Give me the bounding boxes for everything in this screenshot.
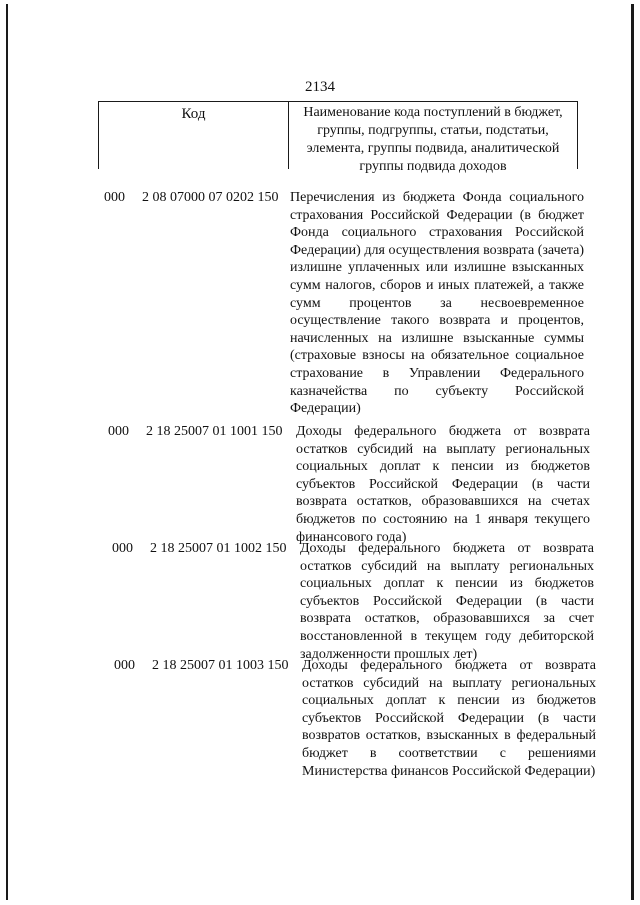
revenue-code: 2 18 25007 01 1003 150 [152, 658, 289, 673]
revenue-description: Доходы федерального бюджета от возврата остатков субсидий на выплату региональных социальных доплат к пенсии из бюджетов субъектов Российской Федерации (в части возврата остатков, образовавшихся за счет восстановленной в текущем году дебиторской задолженности прошлых лет) [300, 541, 594, 662]
revenue-description: Доходы федерального бюджета от возврата остатков субсидий на выплату региональных социальных доплат к пенсии из бюджетов субъектов Российской Федерации (в части возврата остатков, образовавшихся на счетах бюджетов по состоянию на 1 января текущего финансового года) [296, 424, 590, 545]
revenue-code: 2 18 25007 01 1001 150 [146, 424, 283, 439]
page-number: 2134 [305, 79, 335, 95]
header-code-column: Код [99, 102, 289, 169]
revenue-description: Перечисления из бюджета Фонда социального страхования Российской Федерации (в бюджет Фонда социального страхования Российской Федерации) для осуществления возврата (зачета) излишне уплаченных или излишне взысканных сумм налогов, сборов и иных платежей, а также сумм процентов за несвоевременное осуществление такого возврата и процентов, начисленных на излишне взысканные суммы (страховые взносы на обязательное социальное страхование в Управлении Федерального казначейства по субъекту Российской Федерации) [290, 190, 584, 417]
admin-code: 000 [112, 541, 133, 556]
admin-code: 000 [108, 424, 129, 439]
revenue-code: 2 18 25007 01 1002 150 [150, 541, 287, 556]
revenue-description: Доходы федерального бюджета от возврата остатков субсидий на выплату региональных социальных доплат к пенсии из бюджетов субъектов Российской Федерации (в части возвратов остатков, взысканных в федеральный бюджет в соответствии с решениями Министерства финансов Российской Федерации) [302, 658, 596, 779]
revenue-code: 2 08 07000 07 0202 150 [142, 190, 279, 205]
header-name-column: Наименование кода поступлений в бюджет, группы, подгруппы, статьи, подстатьи, элемента, группы подвида, аналитической группы подвида доходов [303, 105, 563, 174]
table-header [98, 101, 578, 174]
admin-code: 000 [114, 658, 135, 673]
admin-code: 000 [104, 190, 125, 205]
